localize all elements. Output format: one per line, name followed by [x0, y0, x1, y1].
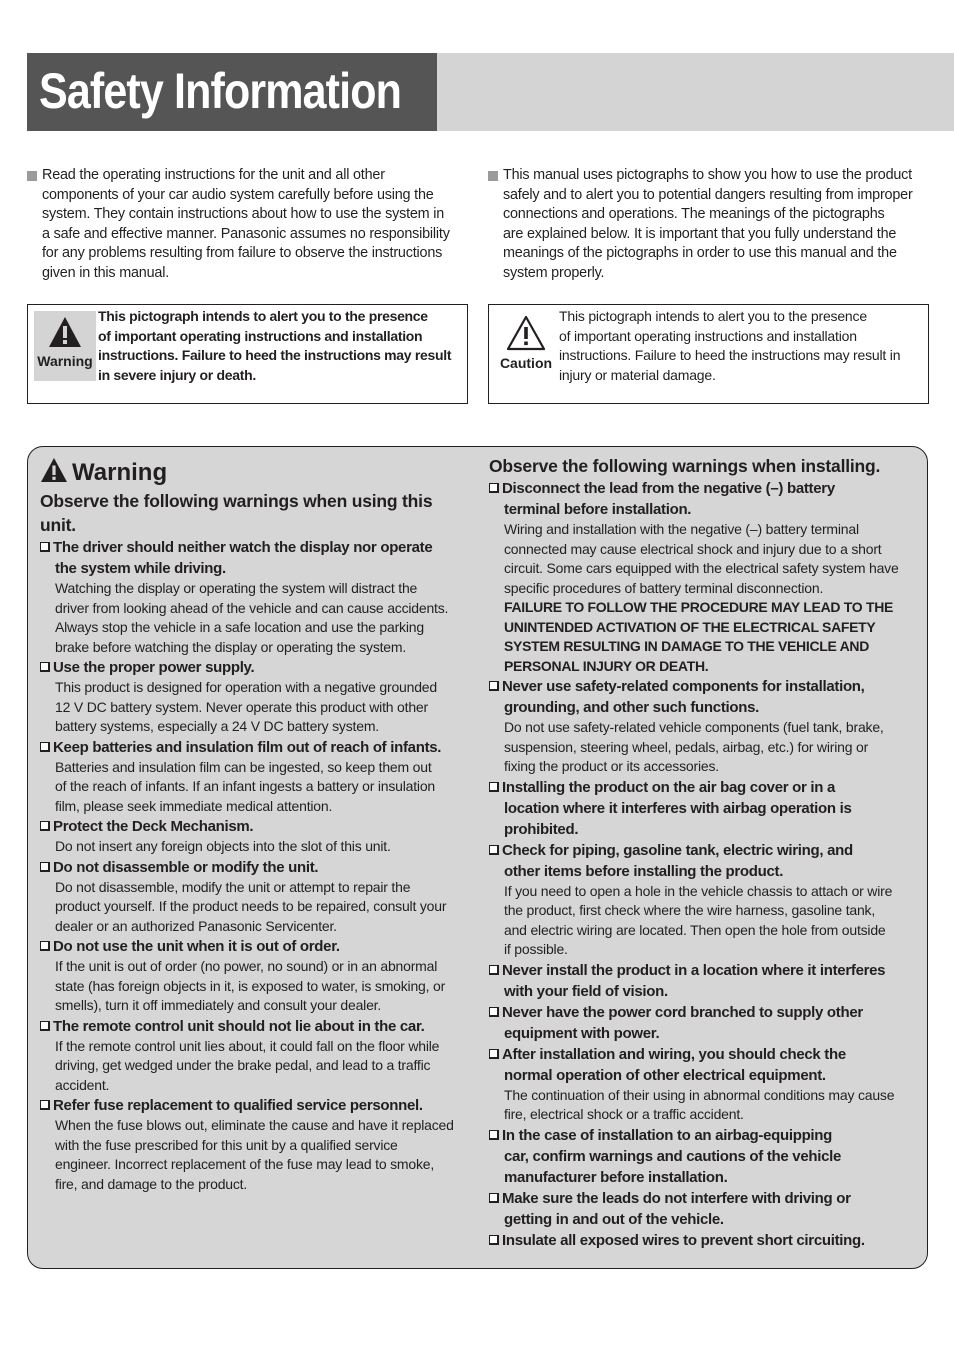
warning-item-title — [489, 1044, 919, 1086]
warning-item-body — [40, 579, 470, 657]
warning-item-body-line: Do not insert any foreign objects into the slot of this unit. — [55, 838, 391, 854]
bullet-square-icon — [488, 171, 498, 181]
warning-item — [40, 537, 470, 657]
warning-item-body-line: fire, electrical shock or a traffic accident. — [504, 1106, 744, 1122]
warning-item-body-line: product yourself. If the product needs to be repaired, consult your — [55, 898, 447, 914]
warning-pictograph-text — [98, 307, 460, 385]
warning-item-body-line: engineer. Incorrect replacement of the fuse may lead to smoke, — [55, 1156, 435, 1172]
warning-item — [40, 936, 470, 1016]
text-line: connections and operations. The meanings of the pictographs — [503, 206, 885, 222]
checkbox-bullet-icon — [489, 1130, 499, 1140]
using-items-list — [40, 537, 470, 1194]
intro-right — [488, 166, 923, 283]
text-line: system. They contain instructions about how to use the system in — [42, 206, 445, 222]
bullet-square-icon — [27, 171, 37, 181]
checkbox-bullet-icon — [489, 1049, 499, 1059]
warning-item-title — [40, 936, 470, 957]
warning-item-title-line: Never have the power cord branched to supply other — [502, 1003, 863, 1021]
text-line: Read the operating instructions for the unit and all other — [42, 167, 385, 183]
warning-item-body — [40, 837, 470, 857]
warning-item-title-line: getting in and out of the vehicle. — [504, 1210, 724, 1228]
warning-item-body-line: Batteries and insulation film can be ingested, so keep them out — [55, 758, 432, 775]
warning-item-emphasis-line: UNINTENDED ACTIVATION OF THE ELECTRICAL SAFETY — [504, 618, 876, 635]
warning-item-body-line: driving, get wedged under the brake pedal, and lead to a traffic — [55, 1057, 431, 1073]
warning-item-title — [40, 816, 470, 837]
warning-item-title-line: The remote control unit should not lie about in the car. — [53, 1017, 425, 1035]
warning-item-body-line: Wiring and installation with the negative (–) battery terminal — [504, 521, 859, 537]
warning-item-body-line: if possible. — [504, 941, 568, 957]
warning-item — [489, 777, 919, 840]
warning-item — [489, 1188, 919, 1230]
warning-item-body — [40, 957, 470, 1016]
warning-item-title — [489, 777, 919, 840]
warning-item-body — [489, 882, 919, 960]
warning-item-title-line: car, confirm warnings and cautions of the vehicle — [504, 1147, 842, 1165]
warning-item-body-line: When the fuse blows out, eliminate the cause and have it replaced — [55, 1117, 454, 1133]
warning-item-body-line: the product, first check where the wire harness, gasoline tank, — [504, 902, 876, 918]
warning-item-body-line: If you need to open a hole in the vehicle chassis to attach or wire — [504, 882, 893, 899]
warning-item-title-line: normal operation of other electrical equipment. — [504, 1066, 826, 1084]
warning-item-body-line: accident. — [55, 1076, 110, 1093]
warning-item-title-line: In the case of installation to an airbag-equipping — [502, 1126, 833, 1144]
warning-heading-text: Warning — [72, 459, 168, 486]
text-line: meanings of the pictographs in order to use this manual and the — [503, 245, 897, 261]
warning-item-body-line: smells), turn it off immediately and consult your dealer. — [55, 997, 382, 1013]
warning-item-title-line: Make sure the leads do not interfere with driving or — [502, 1189, 851, 1207]
caution-label: Caution — [499, 355, 553, 371]
warning-pictograph-box — [27, 304, 468, 404]
checkbox-bullet-icon — [40, 821, 50, 831]
using-subheading — [40, 489, 470, 537]
checkbox-bullet-icon — [489, 681, 499, 691]
warning-item-title — [40, 1016, 470, 1037]
warning-item-title-line: Do not use the unit when it is out of order. — [53, 938, 340, 955]
warning-right-column — [489, 454, 919, 1251]
warning-item-body-line: fixing the product or its accessories. — [504, 758, 719, 774]
warning-item-title-line: with your field of vision. — [504, 982, 668, 1000]
warning-item — [40, 816, 470, 857]
caution-triangle-icon — [506, 315, 546, 351]
warning-item-body-line: suspension, steering wheel, pedals, airbag, etc.) for wiring or — [504, 738, 869, 755]
text-line: for any problems resulting from failure to observe the instructions — [42, 245, 443, 261]
checkbox-bullet-icon — [489, 965, 499, 975]
warning-item-title-line: Check for piping, gasoline tank, electric wiring, and — [502, 841, 853, 859]
warning-item-body-line: Do not disassemble, modify the unit or attempt to repair the — [55, 878, 411, 895]
warning-item-body-line: connected may cause electrical shock and injury due to a short — [504, 540, 882, 557]
checkbox-bullet-icon — [489, 1193, 499, 1203]
warning-item-title-line: Use the proper power supply. — [53, 659, 255, 676]
caution-pictograph-text — [559, 307, 921, 385]
warning-triangle-icon — [48, 315, 82, 349]
warning-item-title-line: equipment with power. — [504, 1024, 660, 1042]
caution-icon-wrap — [495, 311, 557, 381]
text-line: a safe and effective manner. Panasonic assumes no responsibility — [42, 225, 450, 242]
warning-item-body-line: circuit. Some cars equipped with the electrical safety system have — [504, 560, 899, 576]
text-line: given in this manual. — [42, 264, 169, 281]
text-line: Observe the following warnings when using this — [40, 491, 433, 511]
warning-item-title-line: Keep batteries and insulation film out of reach of infants. — [53, 738, 442, 756]
warning-item — [489, 840, 919, 960]
checkbox-bullet-icon — [40, 1021, 50, 1031]
warning-item-title-line: Never use safety-related components for installation, — [502, 678, 865, 695]
warning-label: Warning — [37, 353, 93, 369]
warning-item-title-line: manufacturer before installation. — [504, 1168, 728, 1186]
warning-item — [489, 676, 919, 777]
text-line: are explained below. It is important that you fully understand the — [503, 225, 897, 242]
text-line: safely and to alert you to potential dangers resulting from improper — [503, 186, 913, 203]
warning-item — [489, 1125, 919, 1188]
warning-item — [40, 657, 470, 737]
warning-item-title — [489, 960, 919, 1002]
warning-item-title-line: the system while driving. — [55, 560, 226, 577]
warning-item-title — [489, 840, 919, 882]
warning-item-body-line: Do not use safety-related vehicle components (fuel tank, brake, — [504, 719, 884, 735]
text-line: instructions. Failure to heed the instructions may result — [98, 347, 452, 363]
warning-item-body-line: If the remote control unit lies about, it could fall on the floor while — [55, 1037, 440, 1054]
warning-item-title — [489, 1230, 919, 1251]
warning-item-title-line: Never install the product in a location where it interferes — [502, 961, 886, 979]
installing-items-list — [489, 478, 919, 1251]
title-box — [27, 53, 437, 131]
warning-item-title — [489, 478, 919, 520]
warning-item-body — [40, 1037, 470, 1096]
checkbox-bullet-icon — [489, 782, 499, 792]
warning-item-body — [489, 718, 919, 777]
warning-item-body — [489, 1086, 919, 1125]
checkbox-bullet-icon — [489, 1007, 499, 1017]
warning-item — [40, 857, 470, 937]
warning-item-title — [40, 857, 470, 878]
text-line: This pictograph intends to alert you to the presence — [98, 308, 428, 324]
warning-item-title — [40, 1095, 470, 1116]
warning-item-body-line: battery systems, especially a 24 V DC battery system. — [55, 718, 379, 734]
warning-panel-heading — [40, 457, 167, 488]
warning-item-body-line: with the fuse prescribed for this unit by a qualified service — [55, 1136, 398, 1153]
checkbox-bullet-icon — [489, 845, 499, 855]
checkbox-bullet-icon — [489, 483, 499, 493]
checkbox-bullet-icon — [40, 862, 50, 872]
warning-item-title — [40, 657, 470, 678]
warning-item-title-line: grounding, and other such functions. — [504, 699, 760, 716]
warning-item-emphasis-line: SYSTEM RESULTING IN DAMAGE TO THE VEHICLE AND — [504, 638, 870, 654]
warning-item-body — [40, 758, 470, 817]
warning-item-body-line: dealer or an authorized Panasonic Servicenter. — [55, 917, 337, 934]
warning-item-body-line: Always stop the vehicle in a safe location and use the parking — [55, 619, 424, 635]
warning-item-title — [40, 737, 470, 758]
warning-item-title-line: Protect the Deck Mechanism. — [53, 818, 254, 835]
warning-item-body-line: fire, and damage to the product. — [55, 1175, 248, 1192]
warning-item — [489, 1044, 919, 1125]
text-line: of important operating instructions and installation — [98, 327, 423, 344]
warning-item-title — [489, 676, 919, 718]
warning-item-title-line: other items before installing the product. — [504, 862, 784, 880]
text-line: This manual uses pictographs to show you how to use the product — [503, 167, 912, 183]
warning-item-title — [489, 1125, 919, 1188]
warning-item-body — [40, 878, 470, 937]
warning-item-title-line: prohibited. — [504, 820, 579, 838]
warning-item-emphasis-line: FAILURE TO FOLLOW THE PROCEDURE MAY LEAD TO THE — [504, 599, 894, 615]
warning-item-title-line: Disconnect the lead from the negative (–) battery — [502, 480, 835, 497]
warning-item-title-line: Insulate all exposed wires to prevent short circuiting. — [502, 1231, 865, 1249]
text-line: unit. — [40, 515, 76, 535]
warning-item — [489, 1002, 919, 1044]
text-line: components of your car audio system carefully before using the — [42, 186, 434, 203]
page-title: Safety Information — [39, 63, 402, 119]
intro-left-text — [42, 166, 457, 283]
intro-right-text — [503, 166, 923, 283]
warning-item-title — [40, 537, 470, 579]
warning-item-title — [489, 1188, 919, 1230]
warning-item-body-line: brake before watching the display or operating the system. — [55, 638, 407, 655]
intro-left — [27, 166, 457, 283]
text-line: instructions. Failure to heed the instructions may result in — [559, 347, 901, 363]
warning-item — [40, 1016, 470, 1096]
text-line: Observe the following warnings when installing. — [489, 456, 881, 476]
checkbox-bullet-icon — [40, 941, 50, 951]
caution-pictograph-box — [488, 304, 929, 404]
warning-triangle-icon — [40, 457, 68, 483]
warning-item-body — [40, 678, 470, 737]
checkbox-bullet-icon — [40, 542, 50, 552]
warning-panel — [27, 446, 928, 1269]
installing-subheading — [489, 454, 919, 478]
warning-item-body-line: film, please seek immediate medical attention. — [55, 797, 333, 814]
text-line: injury or material damage. — [559, 366, 716, 383]
checkbox-bullet-icon — [40, 742, 50, 752]
warning-item-title-line: location where it interferes with airbag operation is — [504, 799, 852, 817]
warning-item-title-line: The driver should neither watch the display nor operate — [53, 539, 433, 556]
warning-item-title-line: terminal before installation. — [504, 501, 692, 518]
warning-item — [40, 737, 470, 817]
warning-left-column — [40, 489, 470, 1194]
warning-item-title-line: After installation and wiring, you should check the — [502, 1045, 846, 1063]
warning-item-title-line: Refer fuse replacement to qualified service personnel. — [53, 1097, 423, 1114]
warning-item-emphasis-line: PERSONAL INJURY OR DEATH. — [504, 657, 709, 674]
warning-item-title-line: Installing the product on the air bag cover or in a — [502, 778, 836, 796]
warning-item-body-line: and electric wiring are located. Then open the hole from outside — [504, 921, 886, 938]
text-line: This pictograph intends to alert you to the presence — [559, 308, 867, 324]
checkbox-bullet-icon — [40, 1100, 50, 1110]
warning-item — [489, 478, 919, 676]
warning-item-title-line: Do not disassemble or modify the unit. — [53, 858, 319, 876]
warning-item-title — [489, 1002, 919, 1044]
text-line: in severe injury or death. — [98, 366, 256, 383]
warning-item-body-line: This product is designed for operation with a negative grounded — [55, 679, 437, 695]
warning-item-body-line: If the unit is out of order (no power, no sound) or in an abnormal — [55, 958, 438, 974]
text-line: system properly. — [503, 264, 605, 281]
warning-item-body — [489, 520, 919, 598]
warning-item — [489, 1230, 919, 1251]
warning-item-body-line: specific procedures of battery terminal disconnection. — [504, 579, 824, 596]
warning-item — [489, 960, 919, 1002]
warning-item-emphasis — [489, 598, 919, 676]
warning-item-body-line: 12 V DC battery system. Never operate this product with other — [55, 698, 428, 715]
warning-item-body — [40, 1116, 470, 1194]
warning-item-body-line: of the reach of infants. If an infant ingests a battery or insulation — [55, 778, 435, 794]
warning-icon-wrap — [34, 311, 96, 381]
title-bar — [27, 53, 954, 131]
warning-item-body-line: driver from looking ahead of the vehicle and can cause accidents. — [55, 599, 449, 616]
checkbox-bullet-icon — [40, 662, 50, 672]
text-line: of important operating instructions and installation — [559, 327, 857, 344]
warning-item-body-line: The continuation of their using in abnormal conditions may cause — [504, 1086, 895, 1103]
checkbox-bullet-icon — [489, 1235, 499, 1245]
warning-item-body-line: Watching the display or operating the system will distract the — [55, 580, 418, 596]
warning-item-body-line: state (has foreign objects in it, is exposed to water, is smoking, or — [55, 977, 446, 994]
warning-item — [40, 1095, 470, 1194]
